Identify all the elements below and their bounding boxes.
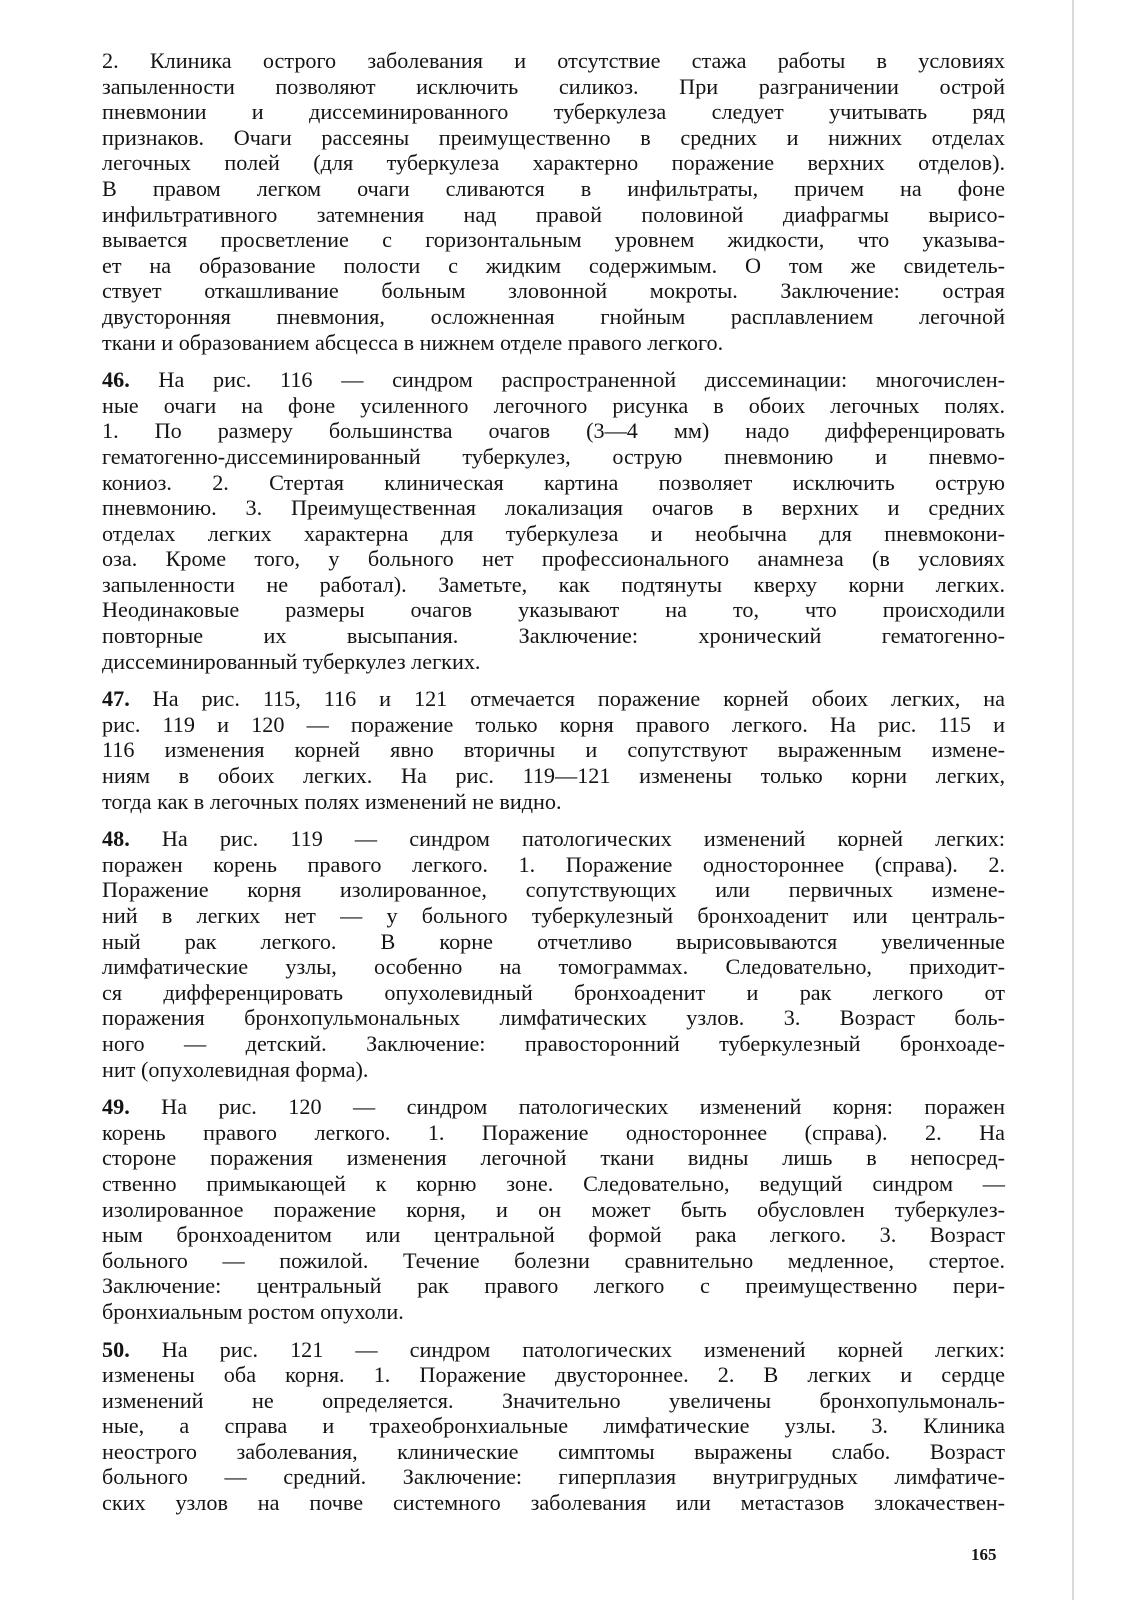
text-line: пневмонии и диссеминированного туберкулеза следует учитывать ряд <box>102 99 1005 125</box>
text-line: Поражение корня изолированное, сопутствующих или первичных измене- <box>102 877 1005 903</box>
text-line: ные, а справа и трахеобронхиальные лимфатические узлы. 3. Клиника <box>102 1413 1005 1439</box>
text-line: пневмонию. 3. Преимущественная локализация очагов в верхних и средних <box>102 495 1005 521</box>
paragraph-46 <box>102 367 1005 674</box>
paragraph-49 <box>102 1094 1005 1324</box>
item-number: 50. <box>102 1336 130 1362</box>
text-line: ственно примыкающей к корню зоне. Следовательно, ведущий синдром — <box>102 1170 1005 1196</box>
text-line: Неодинаковые размеры очагов указывают на то, что происходили <box>102 597 1005 623</box>
item-number: 49. <box>102 1094 130 1120</box>
text-line: запыленности не работал). Заметьте, как подтянуты кверху корни легких. <box>102 571 1005 597</box>
paragraph-47 <box>102 686 1005 814</box>
text-line <box>102 367 1005 393</box>
text-line: бронхиальным ростом опухоли. <box>102 1298 404 1324</box>
text-line: ствует откашливание больным зловонной мокроты. Заключение: острая <box>102 278 1005 304</box>
text-line: ся дифференцировать опухолевидный бронхоаденит и рак легкого от <box>102 979 1005 1005</box>
paragraph-50 <box>102 1337 1005 1516</box>
text-line: неострого заболевания, клинические симптомы выражены слабо. Возраст <box>102 1438 1005 1464</box>
text-line: диссеминированный туберкулез легких. <box>102 648 481 674</box>
text-line: оза. Кроме того, у больного нет профессионального анамнеза (в условиях <box>102 546 1005 572</box>
text-line: кониоз. 2. Стертая клиническая картина позволяет исключить острую <box>102 469 1005 495</box>
text-line: ний в легких нет — у больного туберкулезный бронхоаденит или централь- <box>102 903 1005 928</box>
text-line: корень правого легкого. 1. Поражение одностороннее (справа). 2. На <box>102 1119 1005 1145</box>
text-line: ного — детский. Заключение: правосторонний туберкулезный бронхоаде- <box>102 1030 1005 1056</box>
text-line <box>102 686 1005 712</box>
text-line: изменений не определяется. Значительно увеличены бронхопульмональ- <box>102 1387 1005 1413</box>
text-line: ный рак легкого. В корне отчетливо вырисовываются увеличенные <box>102 928 1005 954</box>
text-line: повторные их высыпания. Заключение: хронический гематогенно- <box>102 623 1005 649</box>
text-line: двусторонняя пневмония, осложненная гнойным расплавлением легочной <box>102 303 1005 329</box>
text-line: ских узлов на почве системного заболевания или метастазов злокачествен- <box>102 1490 1005 1516</box>
text-line: лимфатические узлы, особенно на томограммах. Следовательно, приходит- <box>102 954 1005 980</box>
text-line: ет на образование полости с жидким содержимым. О том же свидетель- <box>102 252 1005 278</box>
text-line: ниям в обоих легких. На рис. 119—121 изменены только корни легких, <box>102 763 1005 789</box>
body-text <box>102 48 1005 1528</box>
text-line: поражен корень правого легкого. 1. Поражение одностороннее (справа). 2. <box>102 851 1005 877</box>
paragraph-intro <box>102 48 1005 355</box>
text-line: гематогенно-диссеминированный туберкулез, острую пневмонию и пневмо- <box>102 443 1005 469</box>
page-number: 165 <box>971 1545 997 1564</box>
text-line: ткани и образованием абсцесса в нижнем отделе правого легкого. <box>102 329 724 355</box>
text-line: 1. По размеру большинства очагов (3—4 мм) надо дифференцировать <box>102 418 1005 444</box>
text-line: изменены оба корня. 1. Поражение двустороннее. 2. В легких и сердце <box>102 1362 1005 1388</box>
text-line: В правом легком очаги сливаются в инфильтраты, причем на фоне <box>102 175 1005 201</box>
page-edge-shadow <box>1072 0 1074 1600</box>
text-line: больного — пожилой. Течение болезни сравнительно медленное, стертое. <box>102 1247 1005 1273</box>
text-line: поражения бронхопульмональных лимфатических узлов. 3. Возраст боль- <box>102 1005 1005 1031</box>
text-line: признаков. Очаги рассеяны преимущественно в средних и нижних отделах <box>102 124 1005 150</box>
text-fragment: На рис. 115, 116 и 121 отмечается поражение корней обоих легких, на <box>129 686 1005 712</box>
text-fragment: На рис. 120 — синдром патологических изменений корня: поражен <box>129 1094 1005 1120</box>
text-fragment: На рис. 119 — синдром патологических изменений корней легких: <box>129 826 1005 852</box>
text-line: ным бронхоаденитом или центральной формой рака легкого. 3. Возраст <box>102 1222 1005 1248</box>
text-line <box>102 1337 1005 1363</box>
text-line: больного — средний. Заключение: гиперплазия внутригрудных лимфатиче- <box>102 1464 1005 1490</box>
item-number: 47. <box>102 686 130 712</box>
item-number: 48. <box>102 826 130 852</box>
text-line: нит (опухолевидная форма). <box>102 1056 369 1082</box>
text-line: легочных полей (для туберкулеза характерно поражение верхних отделов). <box>102 150 1005 176</box>
text-line: инфильтративного затемнения над правой половиной диафрагмы вырисо- <box>102 201 1005 227</box>
paragraph-48 <box>102 826 1005 1082</box>
text-line <box>102 1094 1005 1120</box>
text-line: стороне поражения изменения легочной ткани видны лишь в непосред- <box>102 1145 1005 1171</box>
text-line: изолированное поражение корня, и он может быть обусловлен туберкулез- <box>102 1196 1005 1222</box>
text-fragment: На рис. 121 — синдром патологических изменений корней легких: <box>129 1336 1005 1362</box>
item-number: 46. <box>102 367 130 393</box>
text-line: рис. 119 и 120 — поражение только корня правого легкого. На рис. 115 и <box>102 711 1005 737</box>
text-line: вывается просветление с горизонтальным уровнем жидкости, что указыва- <box>102 227 1005 253</box>
text-fragment: На рис. 116 — синдром распространенной диссеминации: многочислен- <box>129 367 1005 393</box>
text-line: тогда как в легочных полях изменений не видно. <box>102 788 562 814</box>
text-line: Заключение: центральный рак правого легкого с преимущественно пери- <box>102 1273 1005 1299</box>
text-line: запыленности позволяют исключить силикоз. При разграничении острой <box>102 73 1005 99</box>
text-line <box>102 826 1005 852</box>
text-line: ные очаги на фоне усиленного легочного рисунка в обоих легочных полях. <box>102 392 1005 418</box>
text-line: отделах легких характерна для туберкулеза и необычна для пневмокони- <box>102 520 1005 546</box>
text-line: 2. Клиника острого заболевания и отсутствие стажа работы в условиях <box>102 48 1005 73</box>
text-line: 116 изменения корней явно вторичны и сопутствуют выраженным измене- <box>102 737 1005 763</box>
